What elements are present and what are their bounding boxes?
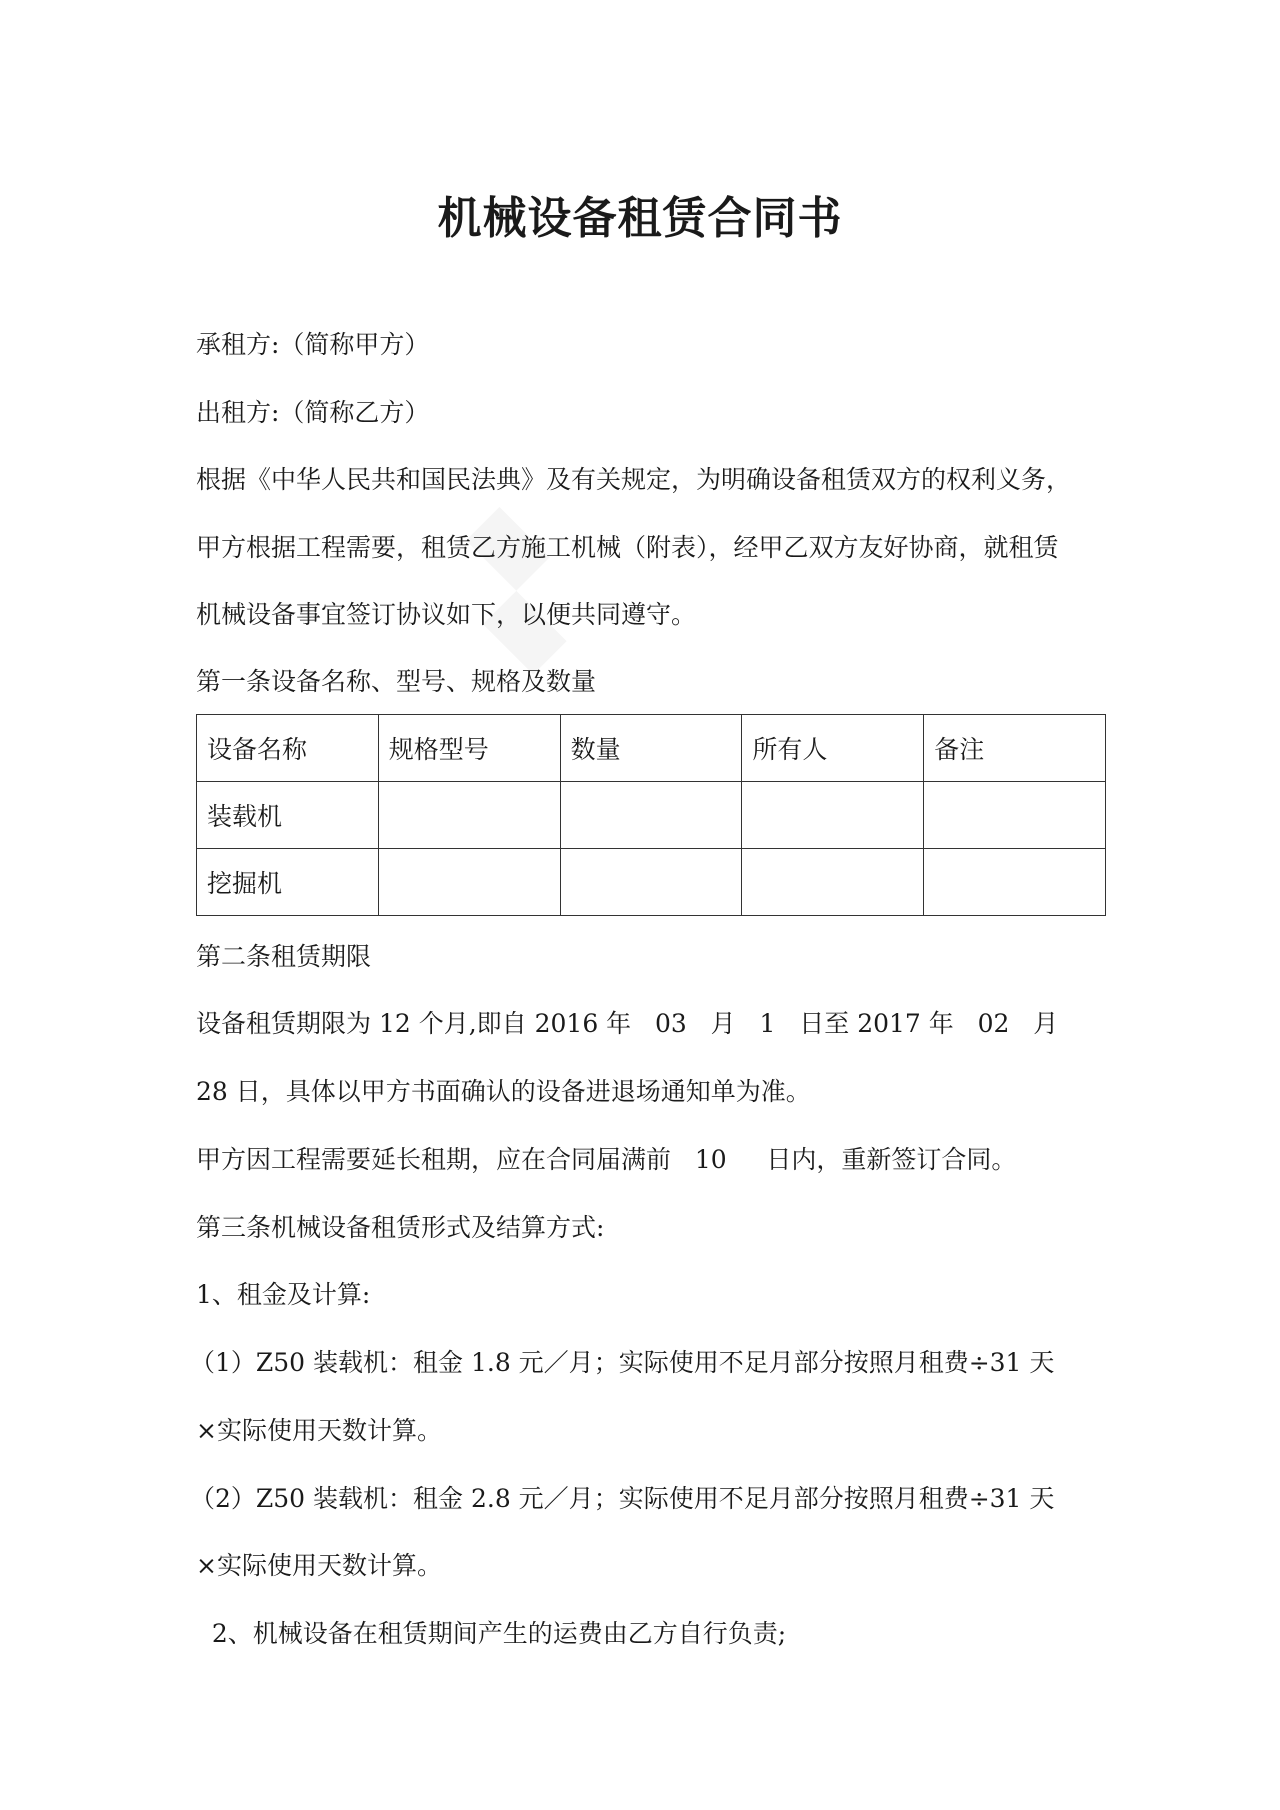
- lessor-line: 出租方:（简称乙方）: [196, 398, 430, 427]
- rent-item-2-line-1: （2）Z50 装载机：租金 2.8 元／月；实际使用不足月部分按照月租费÷31 天: [190, 1484, 1055, 1513]
- extension-line: 甲方因工程需要延长租期，应在合同届满前 10 日内，重新签订合同。: [196, 1145, 1017, 1174]
- intro-line-1: 根据《中华人民共和国民法典》及有关规定，为明确设备租赁双方的权利义务，: [196, 465, 1072, 494]
- term-line-2: 28 日，具体以甲方书面确认的设备进退场通知单为准。: [196, 1077, 811, 1106]
- table-cell: [560, 849, 742, 916]
- equipment-table: [196, 714, 1106, 916]
- term-line-1: 设备租赁期限为 12 个月,即自 2016 年 03 月 1 日至 2017 年 02 月: [196, 1009, 1059, 1038]
- table-header-cell: 备注: [924, 715, 1106, 782]
- intro-line-3: 机械设备事宜签订协议如下，以便共同遵守。: [196, 600, 697, 629]
- document-title: 机械设备租赁合同书: [437, 193, 843, 244]
- rent-item-1-line-2: ×实际使用天数计算。: [196, 1416, 442, 1445]
- table-header-cell: 数量: [560, 715, 742, 782]
- table-header-cell: 设备名称: [197, 715, 379, 782]
- table-cell: 装载机: [197, 782, 379, 849]
- table-cell: [378, 782, 560, 849]
- rent-item-1-line-1: （1）Z50 装载机：租金 1.8 元／月；实际使用不足月部分按照月租费÷31 天: [190, 1348, 1055, 1377]
- table-row: [197, 782, 1106, 849]
- table-cell: [742, 849, 924, 916]
- rent-item-2-line-2: ×实际使用天数计算。: [196, 1551, 442, 1580]
- table-cell: [924, 782, 1106, 849]
- table-cell: [924, 849, 1106, 916]
- article-2-heading: 第二条租赁期限: [196, 942, 372, 971]
- table-header-row: [197, 715, 1106, 782]
- article-1-heading: 第一条设备名称、型号、规格及数量: [196, 667, 597, 696]
- intro-line-2: 甲方根据工程需要，租赁乙方施工机械（附表），经甲乙双方友好协商，就租赁: [196, 533, 1059, 562]
- rent-heading: 1、租金及计算:: [196, 1280, 371, 1309]
- table-header-cell: 所有人: [742, 715, 924, 782]
- article-3-heading: 第三条机械设备租赁形式及结算方式:: [196, 1213, 605, 1242]
- table-header-cell: 规格型号: [378, 715, 560, 782]
- table-cell: [742, 782, 924, 849]
- table-cell: [378, 849, 560, 916]
- transport-line: 2、机械设备在租赁期间产生的运费由乙方自行负责;: [196, 1619, 787, 1648]
- table-row: [197, 849, 1106, 916]
- lessee-line: 承租方:（简称甲方）: [196, 330, 430, 359]
- table-cell: [560, 782, 742, 849]
- table-cell: 挖掘机: [197, 849, 379, 916]
